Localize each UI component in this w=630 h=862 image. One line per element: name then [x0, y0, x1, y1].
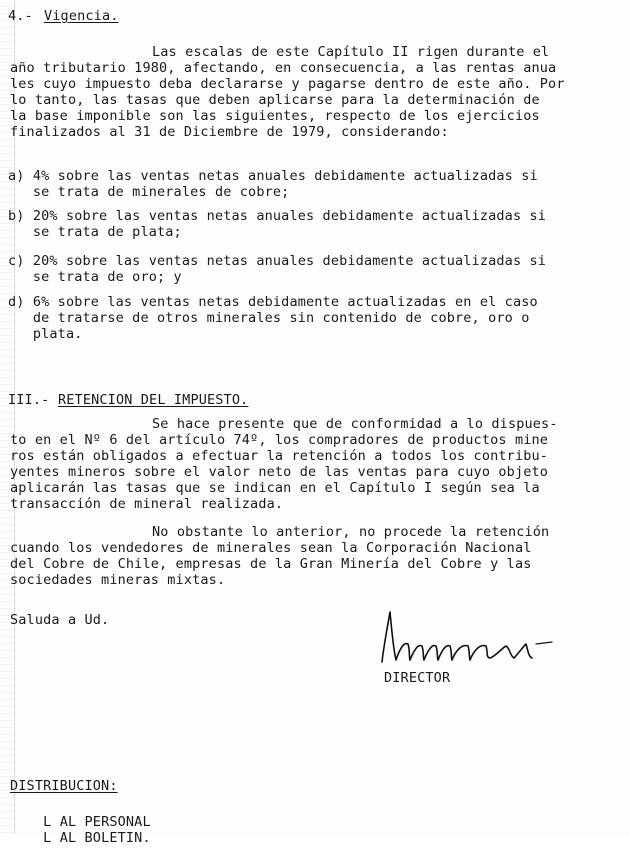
section-3-para2-line: No obstante lo anterior, no procede la retención: [152, 524, 550, 540]
section-4-para-line: año tributario 1980, afectando, en consecuencia, a las rentas anua: [10, 60, 557, 76]
section-3-para1-line: to en el Nº 6 del artículo 74º, los compradores de productos mine: [10, 432, 549, 448]
list-item-a-line: se trata de minerales de cobre;: [8, 184, 290, 200]
greeting: Saluda a Ud.: [10, 612, 110, 628]
signer-title: DIRECTOR: [384, 670, 451, 686]
distribution-bullet: L: [43, 814, 60, 830]
section-4-para-line: les cuyo impuesto deba declararse y pagarse dentro de este año. Por: [10, 76, 565, 92]
distribution-item-label: AL BOLETIN.: [59, 830, 151, 846]
section-4-para-line: finalizados al 31 de Diciembre de 1979, considerando:: [10, 124, 449, 140]
section-3-para2-line: del Cobre de Chile, empresas de la Gran Minería del Cobre y las: [10, 556, 532, 572]
section-3-para1-line: ros están obligados a efectuar la retención a todos los contribu-: [10, 448, 549, 464]
handwritten-signature: [376, 604, 556, 674]
section-4-para-line: Las escalas de este Capítulo II rigen durante el: [152, 44, 550, 60]
list-item-d-line: de tratarse de otros minerales sin contenido de cobre, oro o: [8, 310, 530, 326]
list-item-d-line: plata.: [8, 326, 83, 342]
section-3-para1-line: yentes mineros sobre el valor neto de las ventas para cuyo objeto: [10, 464, 549, 480]
distribution-item: [10, 814, 151, 862]
section-4-title: Vigencia.: [44, 8, 119, 24]
section-3-number: III.-: [8, 392, 50, 408]
section-4-para-line: la base imponible son las siguientes, respecto de los ejercicios: [10, 108, 540, 124]
list-item-b-line: b) 20% sobre las ventas netas anuales debidamente actualizadas si: [8, 208, 547, 224]
section-3-para2-line: cuando los vendedores de minerales sean la Corporación Nacional: [10, 540, 532, 556]
section-3-para1-line: Se hace presente que de conformidad a lo dispues-: [152, 416, 558, 432]
section-4-para-line: lo tanto, las tasas que deben aplicarse para la determinación de: [10, 92, 540, 108]
distribution-bullet: L: [43, 830, 60, 846]
distribution-title: DISTRIBUCION:: [10, 778, 118, 794]
section-4-number: 4.-: [8, 8, 33, 24]
list-item-a-line: a) 4% sobre las ventas netas anuales debidamente actualizadas si: [8, 168, 538, 184]
list-item-b-line: se trata de plata;: [8, 224, 182, 240]
section-3-title: RETENCION DEL IMPUESTO.: [58, 392, 249, 408]
list-item-c-line: c) 20% sobre las ventas netas anuales debidamente actualizadas si: [8, 253, 547, 269]
distribution-item-label: AL PERSONAL: [59, 814, 151, 830]
list-item-d-line: d) 6% sobre las ventas netas debidamente actualizadas en el caso: [8, 294, 538, 310]
section-3-para1-line: transacción de mineral realizada.: [10, 496, 284, 512]
section-3-para1-line: aplicarán las tasas que se indican en el Capítulo I según sea la: [10, 480, 540, 496]
list-item-c-line: se trata de oro; y: [8, 269, 182, 285]
section-3-para2-line: sociedades mineras mixtas.: [10, 572, 226, 588]
